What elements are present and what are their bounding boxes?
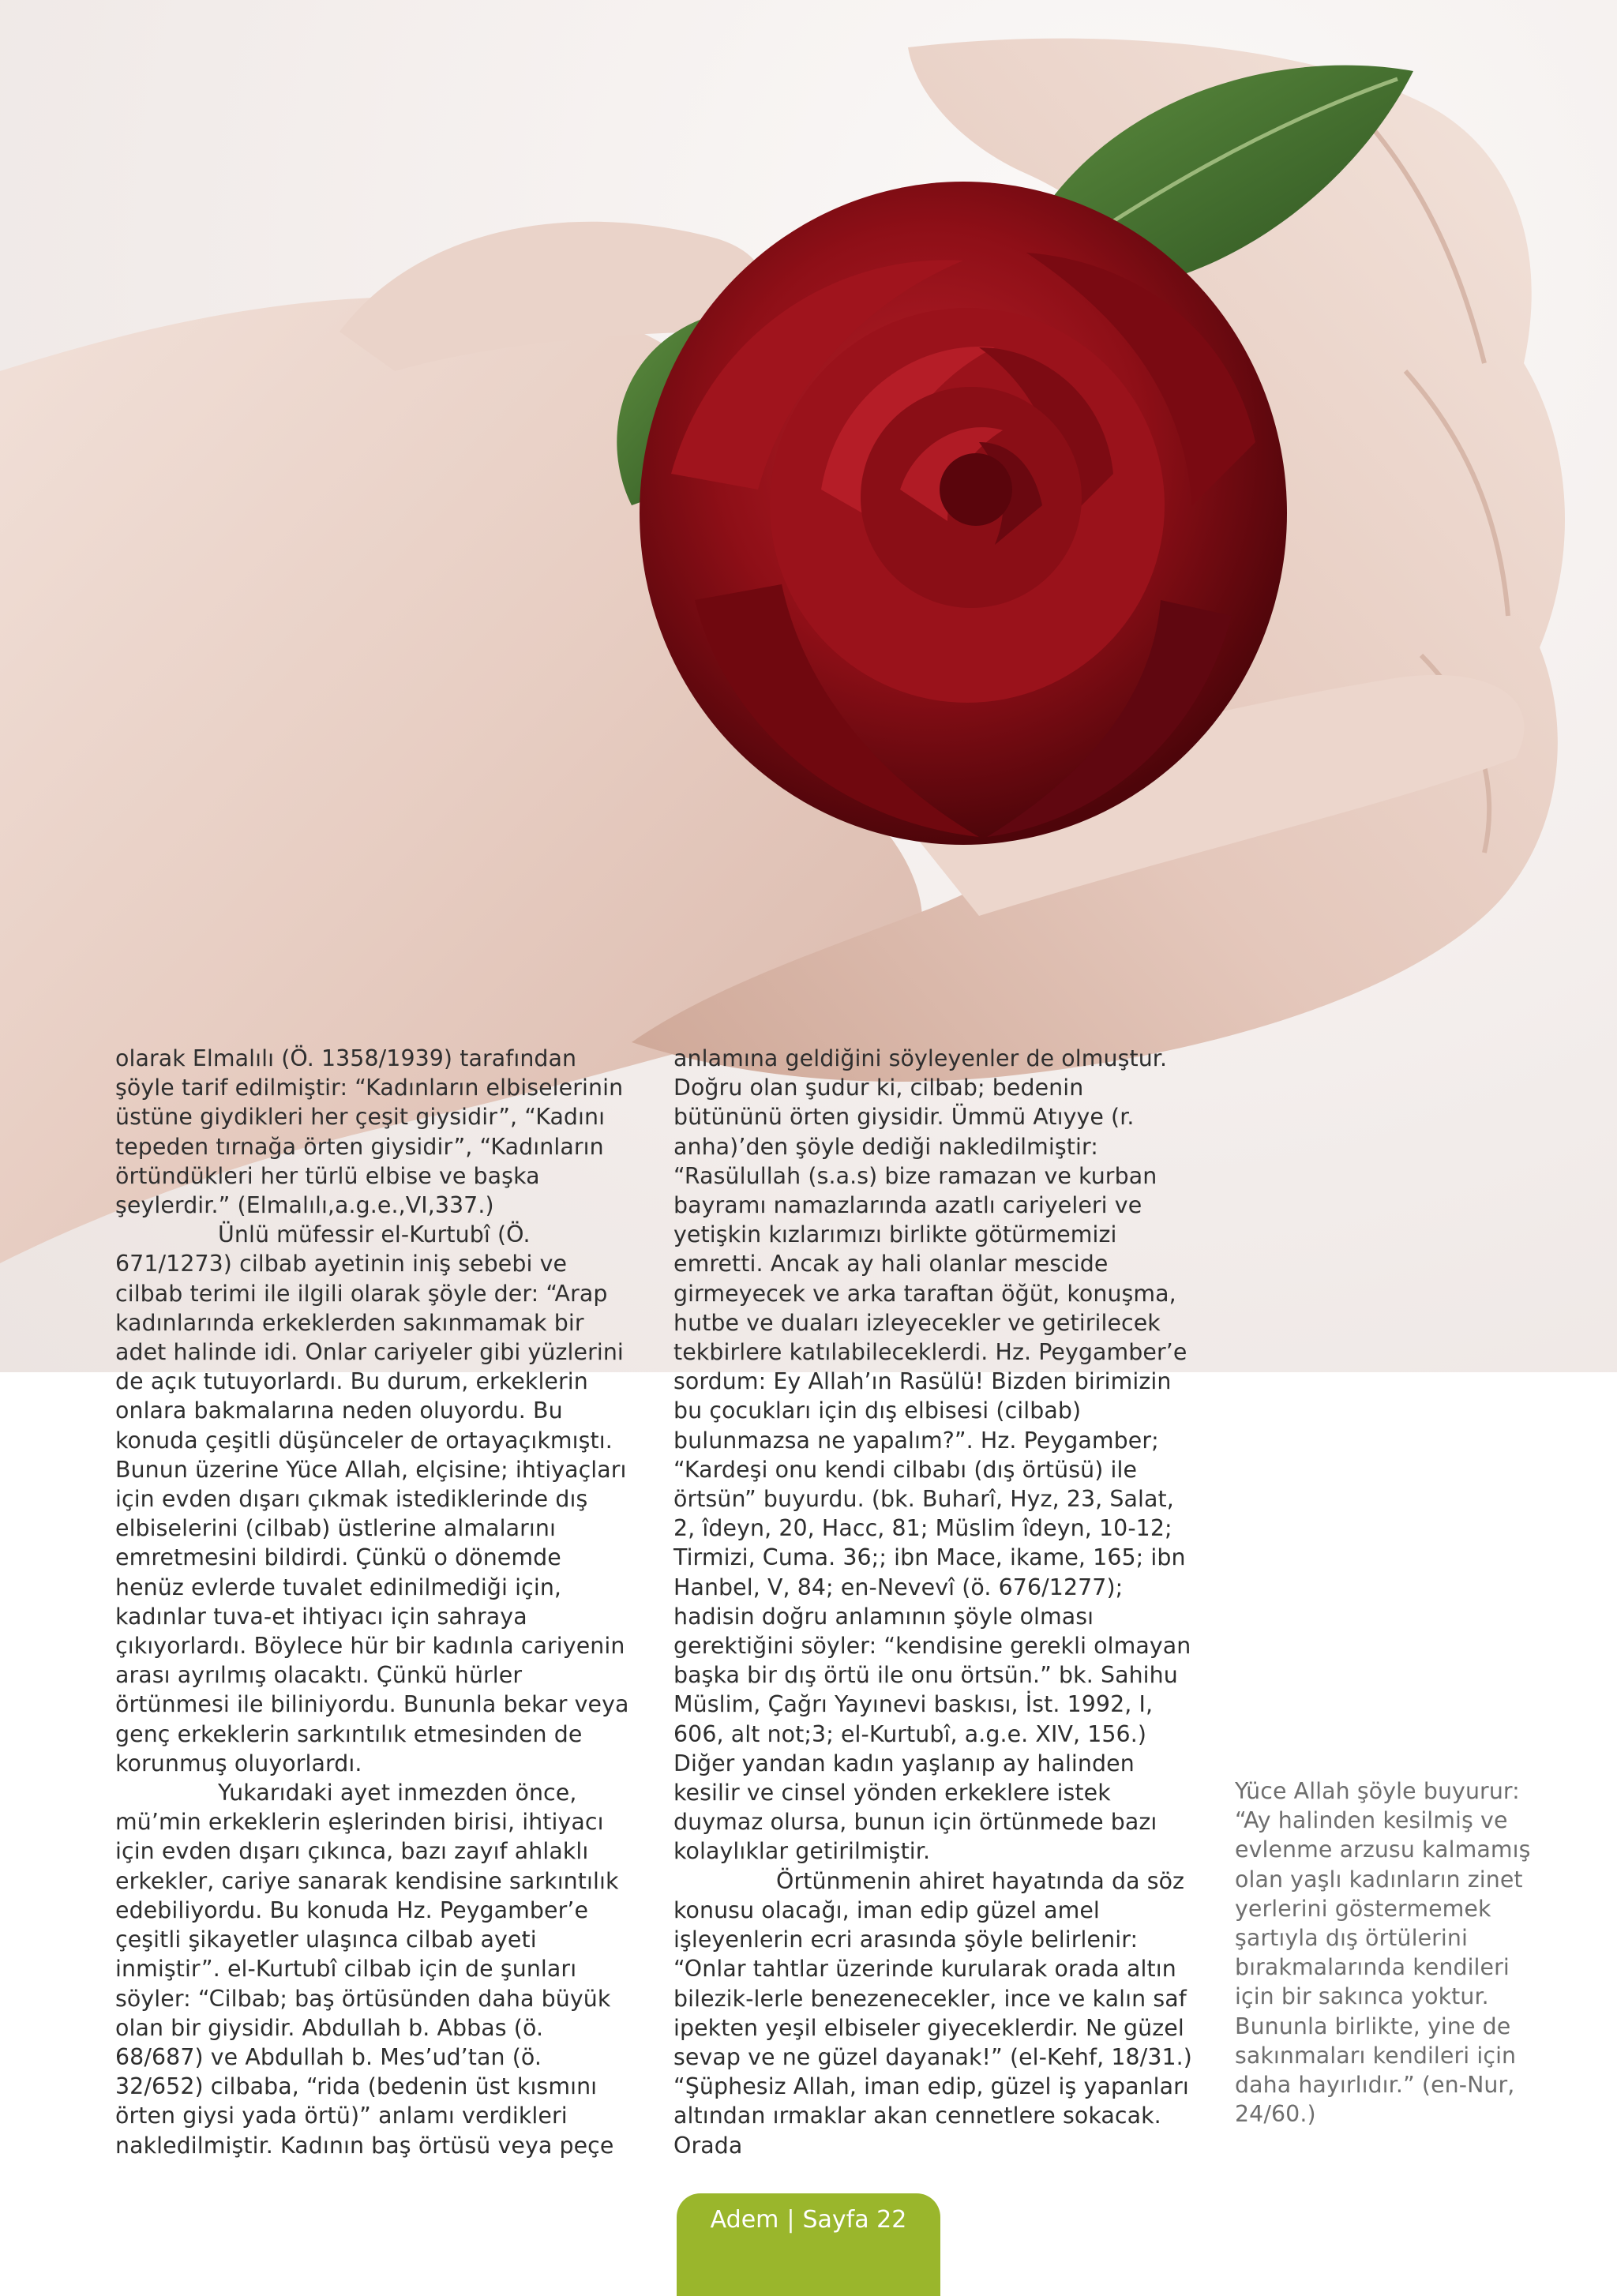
paragraph: Yukarıdaki ayet inmezden önce, mü’min erkeklerin eşlerinden birisi, ihtiyacı için evden dışarı çıkınca, bazı zayıf ahlaklı erkekler, cariye sanarak kendisine sarkıntılık edebiliyordu. Bu konuda Hz. Peygamber’e çeşitli şikayetler ulaşınca cilbab ayeti inmiştir”. el-Kurtubî cilbab için de şunları söyler: “Cilbab; baş örtüsünden daha büyük olan bir giysidir. Abdullah b. Abbas (ö. 68/687) ve Abdullah b. Mes’ud’tan (ö. 32/652) cilbaba, “rida (bedenin üst kısmını örten giysi yada örtü)” anlamı verdikleri nakledilmiştir. Kadının baş örtüsü veya peçe	[115, 1780, 619, 2159]
footer-separator: |	[786, 2206, 795, 2234]
quote-text: Yüce Allah şöyle buyurur: “Ay halinden kesilmiş ve evlenme arzusu kalmamış olan yaşlı kadınların zinet yerlerini göstermemek şartıyla dış örtülerini bırakmalarında kendileri için bir sakınca yoktur. Bununla birlikte, yine de sakınmaları kendileri için daha hayırlıdır.” (en-Nur, 24/60.)	[1235, 1778, 1531, 2128]
magazine-name: Adem	[710, 2206, 779, 2234]
paragraph: Örtünmenin ahiret hayatında da söz konusu olacağı, iman edip güzel amel işleyenlerin ecri arasında şöyle belirlenir: “Onlar tahtlar üzerinde kurularak orada altın bilezik-lerle benezenecekler, ince ve kalın saf ipekten yeşil elbiseler giyeceklerdir. Ne güzel sevap ve ne güzel dayanak!” (el-Kehf, 18/31.) “Şüphesiz Allah, iman edip, güzel iş yapanları altından ırmaklar akan cennetlere sokacak. Orada	[673, 1867, 1192, 2159]
sidebar-quote	[1235, 1776, 1555, 2129]
footer-label	[677, 2204, 940, 2236]
article-column-1	[115, 1044, 636, 2160]
rose-bloom	[640, 182, 1287, 845]
paragraph: olarak Elmalılı (Ö. 1358/1939) tarafından şöyle tarif edilmiştir: “Kadınların elbiselerinin üstüne giydikleri her çeşit giysidir”, “Kadını tepeden tırnağa örten giysidir”, “Kadınların örtündükleri her türlü elbise ve başka şeylerdir.” (Elmalılı,a.g.e.,VI,337.)	[115, 1045, 624, 1219]
page-number: Sayfa 22	[802, 2206, 907, 2234]
article-column-2	[673, 1044, 1195, 2160]
paragraph: anlamına geldiğini söyleyenler de olmuştur. Doğru olan şudur ki, cilbab; bedenin bütününü örten giysidir. Ümmü Atıyye (r. anha)’den şöyle dediği nakledilmiştir: “Rasülullah (s.a.s) bize ramazan ve kurban bayramı namazlarında azatlı cariyeleri ve yetişkin kızlarımızı birlikte götürmemizi emretti. Ancak ay hali olanlar mescide girmeyecek ve arka taraftan öğüt, konuşma, hutbe ve duaları izleyecekler ve getirilecek tekbirlere katılabileceklerdi. Hz. Peygamber’e sordum: Ey Allah’ın Rasülü! Bizden birimizin bu çocukları için dış elbisesi (cilbab) bulunmazsa ne yapalım?”. Hz. Peygamber; “Kardeşi onu kendi cilbabı (dış örtüsü) ile örtsün” buyurdu. (bk. Buharî, Hyz, 23, Salat, 2, îdeyn, 20, Hacc, 81; Müslim îdeyn, 10-12; Tirmizi, Cuma. 36;; ibn Mace, ikame, 165; ibn Hanbel, V, 84; en-Nevevî (ö. 676/1277); hadisin doğru anlamının şöyle olması gerektiğini söyler: “kendisine gerekli olmayan başka bir dış örtü ile onu örtsün.” bk. Sahihu Müslim, Çağrı Yayınevi baskısı, İst. 1992, I, 606, alt not;3; el-Kurtubî, a.g.e. XIV, 156.) Diğer yandan kadın yaşlanıp ay halinden kesilir ve cinsel yönden erkeklere istek duymaz olursa, bunun için örtünmede bazı kolaylıklar getirilmiştir.	[673, 1045, 1191, 1865]
page-footer-tab	[677, 2193, 940, 2296]
paragraph: Ünlü müfessir el-Kurtubî (Ö. 671/1273) cilbab ayetinin iniş sebebi ve cilbab terimi ile ilgili olarak şöyle der: “Arap kadınlarında erkeklerden sakınmamak bir adet halinde idi. Onlar cariyeler gibi yüzlerini de açık tutuyorlardı. Bu durum, erkeklerin onlara bakmalarına neden oluyordu. Bu konuda çeşitli düşünceler de ortayaçıkmıştı. Bunun üzerine Yüce Allah, elçisine; ihtiyaçları için evden dışarı çıkmak istediklerinde dış elbiselerini (cilbab) üstlerine almalarını emretmesini bildirdi. Çünkü o dönemde henüz evlerde tuvalet edinilmediği için, kadınlar tuva-et ihtiyacı için sahraya çıkıyorlardı. Böylece hür bir kadınla cariyenin arası ayrılmış olacaktı. Çünkü hürler örtünmesi ile biliniyordu. Bununla bekar veya genç erkeklerin sarkıntılık etmesinden de korunmuş oluyorlardı.	[115, 1221, 629, 1776]
